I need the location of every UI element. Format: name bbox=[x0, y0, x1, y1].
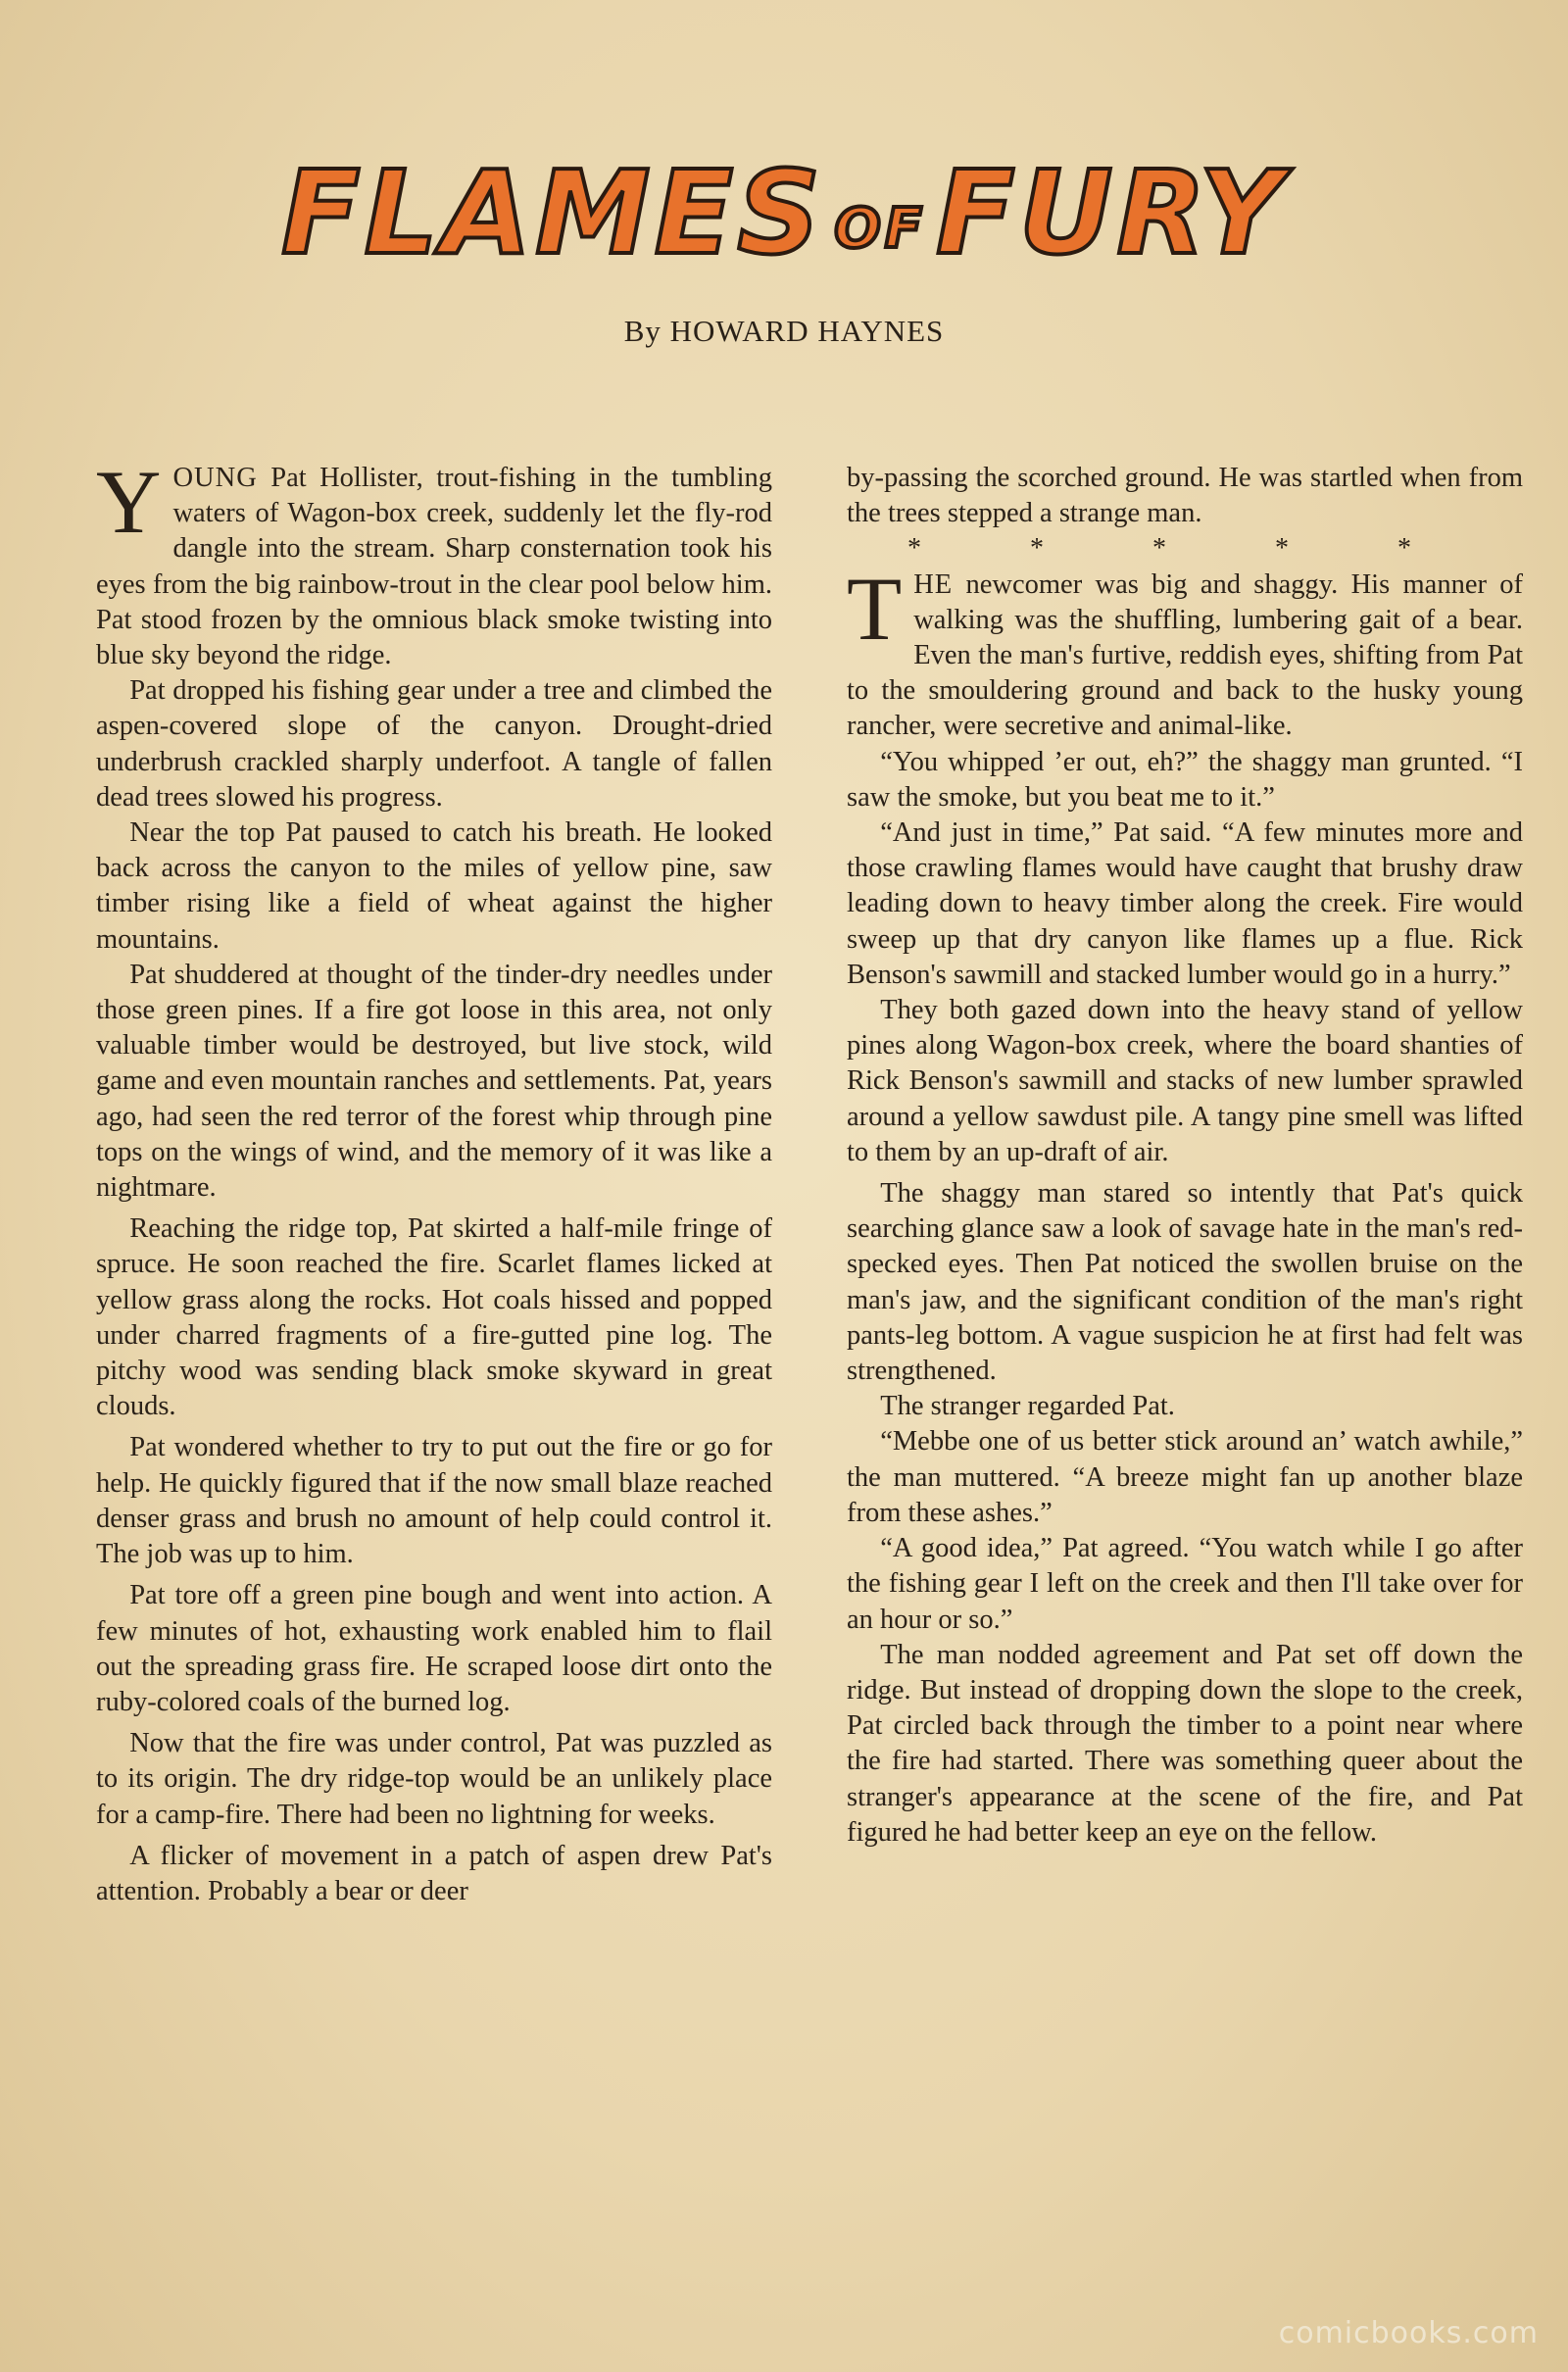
paragraph: Reaching the ridge top, Pat skirted a half-mile fringe of spruce. He soon reached the fire. Scarlet flames licked at yellow grass along the rocks. Hot coals hissed and popped under charred fragments of a fire-gutted pine log. The pitchy wood was sending black smoke skyward in great clouds. bbox=[96, 1213, 772, 1422]
paragraph: Near the top Pat paused to catch his breath. He looked back across the canyon to the miles of yellow pine, saw timber rising like a field of wheat against the higher mountains. bbox=[96, 817, 772, 955]
site-watermark: comicbooks.com bbox=[1278, 2316, 1539, 2350]
paragraph-text: Pat Hollister, trout-fishing in the tumbling waters of Wagon-box creek, suddenly let the fly-rod dangle into the stream. Sharp consternation took his eyes from the big rainbow-trout in the clear pool below him. Pat stood frozen by the omnious black smoke twisting into blue sky beyond the ridge. bbox=[96, 463, 772, 671]
drop-cap: T bbox=[847, 558, 903, 659]
left-text-column bbox=[96, 452, 772, 1909]
story-title bbox=[0, 145, 1568, 280]
drop-cap: Y bbox=[96, 452, 162, 552]
paragraph: “A good idea,” Pat agreed. “You watch while I go after the fishing gear I left on the creek and then I'll take over for an hour or so.” bbox=[847, 1533, 1523, 1635]
paragraph: Pat shuddered at thought of the tinder-dry needles under those green pines. If a fire got loose in this area, not only valuable timber would be destroyed, but live stock, wild game and even mountain ranches and settlements. Pat, years ago, had seen the red terror of the forest whip through pine tops on the wings of wind, and the memory of it was like a nightmare. bbox=[96, 959, 772, 1204]
right-text-column bbox=[847, 461, 1523, 1851]
paragraph bbox=[847, 558, 1523, 745]
paragraph: “And just in time,” Pat said. “A few minutes more and those crawling flames would have caught that brushy draw leading down to heavy timber along the creek. Fire would sweep up that dry canyon like flames up a flue. Rick Benson's sawmill and stacked lumber would go in a hurry.” bbox=[847, 817, 1523, 990]
paragraph: The shaggy man stared so intently that Pat's quick searching glance saw a look of savage hate in the man's red-specked eyes. Then Pat noticed the swollen bruise on the man's jaw, and the significant condition of the man's right pants-leg bottom. A vague suspicion he at first had felt was strengthened. bbox=[847, 1178, 1523, 1387]
paragraph: Pat wondered whether to try to put out the fire or go for help. He quickly figured that if the now small blaze reached denser grass and brush no amount of help could control it. The job was up to him. bbox=[96, 1432, 772, 1570]
section-separator: * * * * * bbox=[907, 533, 1462, 565]
author-byline: By HOWARD HAYNES bbox=[623, 314, 945, 348]
paragraph: by-passing the scorched ground. He was startled when from the trees stepped a strange man. bbox=[847, 463, 1523, 529]
paragraph: Now that the fire was under control, Pat was puzzled as to its origin. The dry ridge-top would be an unlikely place for a camp-fire. There had been no lightning for weeks. bbox=[96, 1728, 772, 1830]
paragraph: The man nodded agreement and Pat set off down the ridge. But instead of dropping down the slope to the creek, Pat circled back through the timber to a point near where the fire had started. There was something queer about the stranger's appearance at the scene of the fire, and Pat figured he had better keep an eye on the fellow. bbox=[847, 1639, 1523, 1848]
lead-word: HE bbox=[913, 568, 954, 600]
paragraph-text: newcomer was big and shaggy. His manner of walking was the shuffling, lumbering gait of a bear. Even the man's furtive, reddish eyes, shifting from Pat to the smouldering ground and back to the husky young rancher, were secretive and animal-like. bbox=[847, 568, 1523, 742]
paragraph: The stranger regarded Pat. bbox=[880, 1391, 1175, 1422]
paragraph: They both gazed down into the heavy stand of yellow pines along Wagon-box creek, where the board shanties of Rick Benson's sawmill and stacks of new lumber sprawled around a yellow sawdust pile. A tangy pine smell was lifted to them by an up-draft of air. bbox=[847, 995, 1523, 1167]
paragraph: “You whipped ’er out, eh?” the shaggy man grunted. “I saw the smoke, but you beat me to it.” bbox=[847, 746, 1523, 813]
title-word-of: OF bbox=[834, 197, 927, 261]
paragraph: Pat dropped his fishing gear under a tree and climbed the aspen-covered slope of the canyon. Drought-dried underbrush crackled sharply underfoot. A tangle of fallen dead trees slowed his progress. bbox=[96, 675, 772, 813]
paragraph: “Mebbe one of us better stick around an’ watch awhile,” the man muttered. “A breeze might fan up another blaze from these ashes.” bbox=[847, 1426, 1523, 1528]
paragraph: Pat tore off a green pine bough and went into action. A few minutes of hot, exhausting work enabled him to flail out the spreading grass fire. He scraped loose dirt onto the ruby-colored coals of the burned log. bbox=[96, 1580, 772, 1717]
paragraph bbox=[96, 452, 772, 673]
title-word-flames: FLAMES bbox=[281, 145, 825, 280]
lead-word: OUNG bbox=[172, 463, 258, 493]
paragraph: A flicker of movement in a patch of aspen drew Pat's attention. Probably a bear or deer bbox=[96, 1840, 772, 1906]
title-word-fury: FURY bbox=[936, 145, 1287, 280]
